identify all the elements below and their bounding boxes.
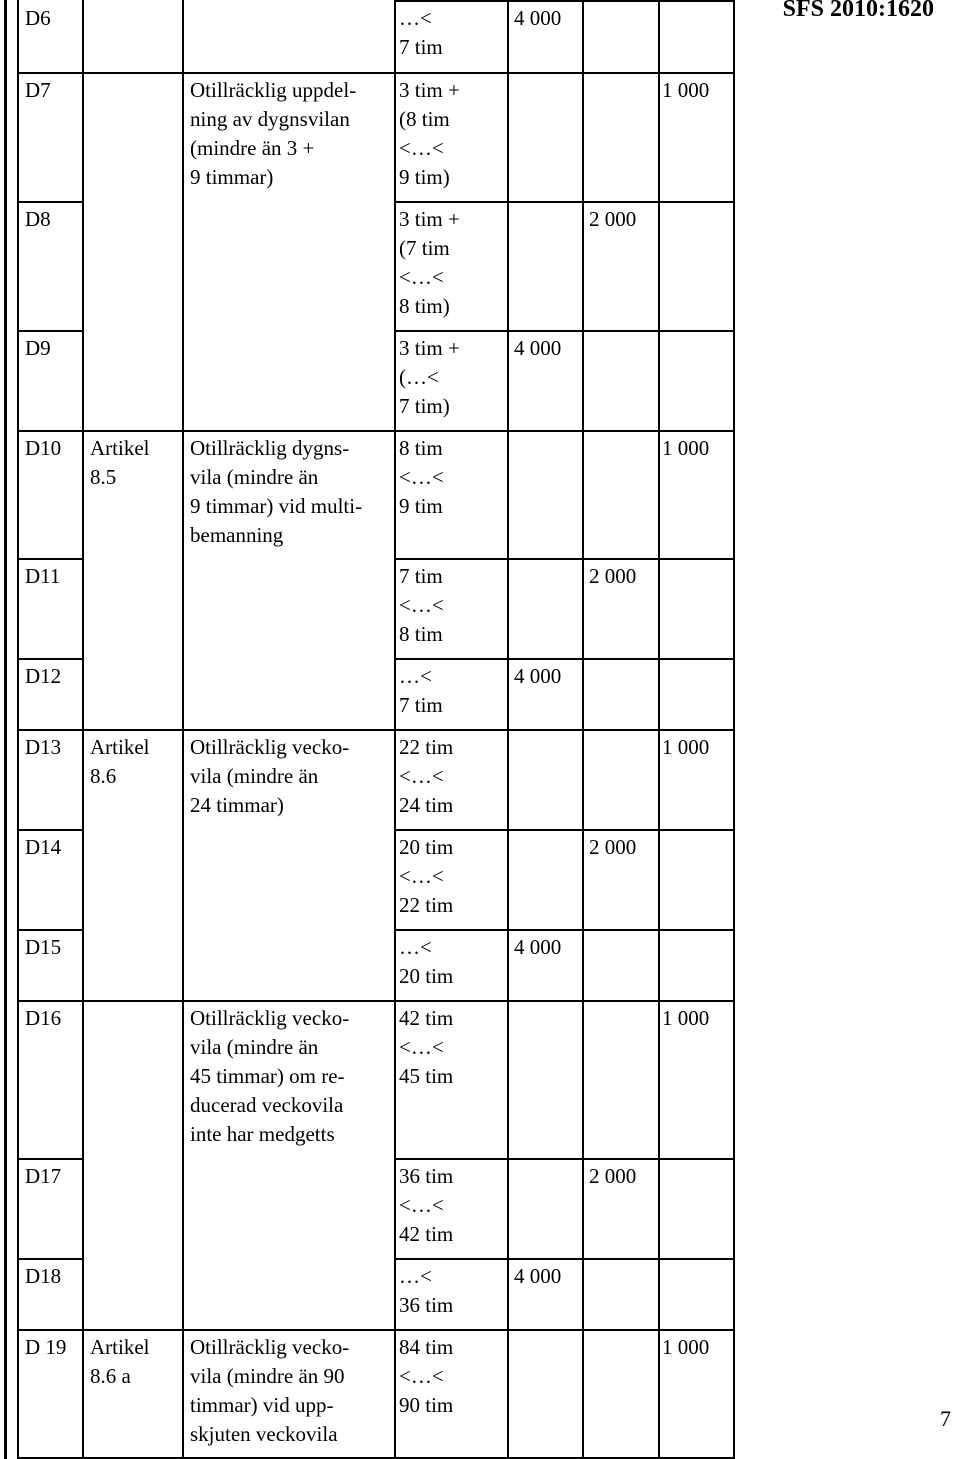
column-line bbox=[733, 0, 735, 1459]
row-line bbox=[17, 829, 82, 831]
row-description: Otillräcklig dygns- bbox=[190, 436, 350, 460]
row-amount: 2 000 bbox=[589, 564, 637, 588]
row-line bbox=[394, 0, 733, 2]
row-interval: 8 tim) bbox=[399, 294, 450, 318]
row-description: 9 timmar) bbox=[190, 165, 274, 189]
row-interval: (…< bbox=[399, 365, 439, 389]
row-interval: …< bbox=[399, 1264, 432, 1288]
row-description: inte har medgetts bbox=[190, 1122, 335, 1146]
row-line bbox=[17, 430, 733, 432]
row-line bbox=[394, 558, 733, 560]
row-interval: 22 tim bbox=[399, 735, 454, 759]
row-interval: 90 tim bbox=[399, 1393, 454, 1417]
row-line bbox=[17, 658, 82, 660]
row-code: D9 bbox=[25, 336, 51, 360]
row-description: 9 timmar) vid multi- bbox=[190, 494, 363, 518]
row-interval: <…< bbox=[399, 136, 444, 160]
row-description: Otillräcklig vecko- bbox=[190, 1006, 350, 1030]
row-interval: 8 tim bbox=[399, 622, 443, 646]
row-article: Artikel bbox=[90, 735, 150, 759]
column-line bbox=[582, 0, 584, 1459]
column-line bbox=[658, 0, 660, 1459]
row-amount: 1 000 bbox=[662, 436, 710, 460]
row-interval: 84 tim bbox=[399, 1335, 454, 1359]
row-interval: 42 tim bbox=[399, 1222, 454, 1246]
row-line bbox=[17, 201, 82, 203]
row-interval: <…< bbox=[399, 1035, 444, 1059]
row-code: D7 bbox=[25, 78, 51, 102]
row-description: ning av dygnsvilan bbox=[190, 107, 350, 131]
row-line bbox=[17, 1258, 82, 1260]
row-interval: <…< bbox=[399, 265, 444, 289]
row-amount: 4 000 bbox=[514, 336, 562, 360]
row-description: (mindre än 3 + bbox=[190, 136, 315, 160]
row-interval: 3 tim + bbox=[399, 207, 460, 231]
row-line bbox=[394, 829, 733, 831]
column-line bbox=[17, 0, 19, 1459]
row-code: D16 bbox=[25, 1006, 62, 1030]
sfs-header: SFS 2010:1620 bbox=[782, 0, 934, 22]
row-code: D11 bbox=[25, 564, 61, 588]
row-interval: 22 tim bbox=[399, 893, 454, 917]
row-amount: 4 000 bbox=[514, 935, 562, 959]
row-line bbox=[394, 201, 733, 203]
row-interval: 9 tim) bbox=[399, 165, 450, 189]
row-amount: 4 000 bbox=[514, 664, 562, 688]
row-code: D6 bbox=[25, 6, 51, 30]
row-interval: 36 tim bbox=[399, 1293, 454, 1317]
row-description: 45 timmar) om re- bbox=[190, 1064, 345, 1088]
column-line bbox=[507, 0, 509, 1459]
row-interval: 8 tim bbox=[399, 436, 443, 460]
row-interval: (7 tim bbox=[399, 236, 450, 260]
row-line bbox=[17, 1158, 82, 1160]
row-line bbox=[394, 929, 733, 931]
row-description: vila (mindre än 90 bbox=[190, 1364, 345, 1388]
row-interval: <…< bbox=[399, 1364, 444, 1388]
row-amount: 4 000 bbox=[514, 1264, 562, 1288]
row-description: skjuten veckovila bbox=[190, 1422, 338, 1446]
row-line bbox=[394, 1158, 733, 1160]
row-interval: 20 tim bbox=[399, 964, 454, 988]
row-interval: 36 tim bbox=[399, 1164, 454, 1188]
row-article: 8.6 bbox=[90, 764, 117, 788]
row-amount: 1 000 bbox=[662, 1006, 710, 1030]
row-interval: 7 tim bbox=[399, 564, 443, 588]
row-interval: (8 tim bbox=[399, 107, 450, 131]
column-line bbox=[82, 0, 84, 1459]
row-line bbox=[394, 658, 733, 660]
row-code: D15 bbox=[25, 935, 62, 959]
row-article: Artikel bbox=[90, 1335, 150, 1359]
margin-rule bbox=[4, 0, 7, 1459]
row-interval: 7 tim bbox=[399, 693, 443, 717]
row-interval: <…< bbox=[399, 593, 444, 617]
penalty-table bbox=[17, 0, 733, 1459]
row-code: D17 bbox=[25, 1164, 62, 1188]
row-description: bemanning bbox=[190, 523, 284, 547]
row-article: Artikel bbox=[90, 436, 150, 460]
row-line bbox=[17, 1329, 733, 1331]
row-description: Otillräcklig vecko- bbox=[190, 1335, 350, 1359]
row-article: 8.6 a bbox=[90, 1364, 131, 1388]
row-code: D13 bbox=[25, 735, 62, 759]
row-code: D12 bbox=[25, 664, 62, 688]
row-amount: 4 000 bbox=[514, 6, 562, 30]
row-interval: <…< bbox=[399, 1193, 444, 1217]
row-interval: …< bbox=[399, 6, 432, 30]
row-description: vila (mindre än bbox=[190, 764, 319, 788]
row-description: 24 timmar) bbox=[190, 793, 284, 817]
row-amount: 2 000 bbox=[589, 835, 637, 859]
row-article: 8.5 bbox=[90, 465, 117, 489]
row-interval: 7 tim) bbox=[399, 394, 450, 418]
row-amount: 2 000 bbox=[589, 207, 637, 231]
row-interval: 9 tim bbox=[399, 494, 443, 518]
row-line bbox=[17, 558, 82, 560]
row-description: ducerad veckovila bbox=[190, 1093, 344, 1117]
column-line bbox=[182, 0, 184, 1459]
row-code: D14 bbox=[25, 835, 62, 859]
row-interval: 45 tim bbox=[399, 1064, 454, 1088]
row-interval: 20 tim bbox=[399, 835, 454, 859]
column-line bbox=[394, 0, 396, 1459]
row-amount: 1 000 bbox=[662, 735, 710, 759]
row-interval: …< bbox=[399, 664, 432, 688]
page-number: 7 bbox=[940, 1406, 951, 1431]
row-interval: …< bbox=[399, 935, 432, 959]
row-interval: <…< bbox=[399, 465, 444, 489]
row-description: Otillräcklig uppdel- bbox=[190, 78, 357, 102]
row-line bbox=[17, 1000, 733, 1002]
row-amount: 1 000 bbox=[662, 78, 710, 102]
row-line bbox=[394, 330, 733, 332]
row-description: vila (mindre än bbox=[190, 465, 319, 489]
row-description: timmar) vid upp- bbox=[190, 1393, 334, 1417]
row-interval: 24 tim bbox=[399, 793, 454, 817]
row-line bbox=[17, 729, 733, 731]
row-code: D18 bbox=[25, 1264, 62, 1288]
row-amount: 1 000 bbox=[662, 1335, 710, 1359]
row-description: Otillräcklig vecko- bbox=[190, 735, 350, 759]
row-interval: 3 tim + bbox=[399, 78, 460, 102]
row-code: D8 bbox=[25, 207, 51, 231]
row-amount: 2 000 bbox=[589, 1164, 637, 1188]
row-interval: <…< bbox=[399, 864, 444, 888]
row-code: D10 bbox=[25, 436, 62, 460]
row-line bbox=[394, 1258, 733, 1260]
row-line bbox=[17, 929, 82, 931]
row-interval: <…< bbox=[399, 764, 444, 788]
row-interval: 7 tim bbox=[399, 35, 443, 59]
row-interval: 42 tim bbox=[399, 1006, 454, 1030]
row-interval: 3 tim + bbox=[399, 336, 460, 360]
row-description: vila (mindre än bbox=[190, 1035, 319, 1059]
row-line bbox=[17, 330, 82, 332]
row-line bbox=[17, 72, 733, 74]
row-code: D 19 bbox=[25, 1335, 67, 1359]
